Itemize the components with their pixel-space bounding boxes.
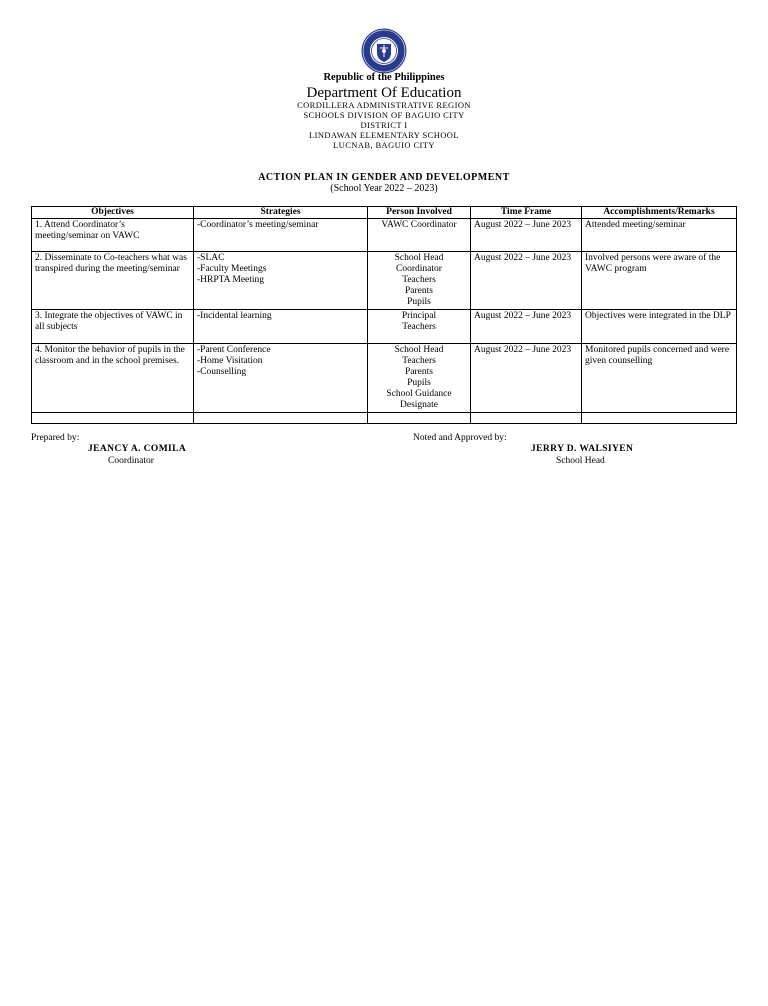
objective-cell: 3. Integrate the objectives of VAWC in all subjects	[32, 310, 194, 344]
person-item: Teachers	[402, 322, 436, 332]
person-item: School Guidance	[386, 389, 452, 399]
division-line: SCHOOLS DIVISION OF BAGUIO CITY	[303, 110, 465, 120]
strategy-item: -Faculty Meetings	[197, 264, 267, 274]
strategies-cell	[194, 252, 368, 310]
remarks-cell: Attended meeting/seminar	[582, 219, 737, 252]
district-line: DISTRICT I	[360, 120, 408, 130]
persons-cell	[368, 310, 471, 344]
time-frame-cell: August 2022 – June 2023	[471, 219, 582, 252]
noted-by-name: JERRY D. WALSIYEN	[531, 444, 634, 454]
table-row	[32, 219, 737, 252]
remarks-cell: Involved persons were aware of the VAWC program	[582, 252, 737, 310]
column-header: Person Involved	[368, 207, 471, 219]
strategy-item: -Home Visitation	[197, 356, 263, 366]
remarks-cell: Monitored pupils concerned and were given counselling	[582, 344, 737, 413]
document-title: ACTION PLAN IN GENDER AND DEVELOPMENT	[258, 172, 510, 183]
column-header: Objectives	[32, 207, 194, 219]
person-item: Teachers	[402, 356, 436, 366]
noted-by-label: Noted and Approved by:	[413, 433, 507, 443]
table-header-row	[32, 207, 737, 219]
person-item: Parents	[405, 286, 433, 296]
empty-table-row	[32, 413, 737, 424]
school-line: LINDAWAN ELEMENTARY SCHOOL	[309, 130, 459, 140]
table-row	[32, 310, 737, 344]
persons-cell	[368, 344, 471, 413]
region-line: CORDILLERA ADMINISTRATIVE REGION	[297, 100, 471, 110]
republic-heading: Republic of the Philippines	[323, 72, 445, 83]
address-line: LUCNAB, BAGUIO CITY	[333, 140, 435, 150]
strategy-item: -Incidental learning	[197, 311, 272, 321]
deped-seal-logo	[361, 28, 407, 74]
column-header: Accomplishments/Remarks	[582, 207, 737, 219]
column-header: Strategies	[194, 207, 368, 219]
strategies-cell	[194, 310, 368, 344]
strategy-item: -Counselling	[197, 367, 247, 377]
prepared-by-label: Prepared by:	[31, 433, 80, 443]
department-heading: Department Of Education	[306, 85, 462, 101]
column-header: Time Frame	[471, 207, 582, 219]
prepared-by-name: JEANCY A. COMILA	[88, 444, 187, 454]
person-item: Pupils	[407, 378, 431, 388]
objective-cell: 4. Monitor the behavior of pupils in the classroom and in the school premises.	[32, 344, 194, 413]
time-frame-cell: August 2022 – June 2023	[471, 252, 582, 310]
strategies-cell	[194, 344, 368, 413]
persons-cell	[368, 252, 471, 310]
person-item: Teachers	[402, 275, 436, 285]
person-item: VAWC Coordinator	[381, 220, 457, 230]
strategy-item: -HRPTA Meeting	[197, 275, 265, 285]
strategy-item: -Parent Conference	[197, 345, 271, 355]
time-frame-cell: August 2022 – June 2023	[471, 310, 582, 344]
remarks-cell: Objectives were integrated in the DLP	[582, 310, 737, 344]
table-row	[32, 252, 737, 310]
person-item: Coordinator	[396, 264, 442, 274]
objective-cell: 2. Disseminate to Co-teachers what was transpired during the meeting/seminar	[32, 252, 194, 310]
strategy-item: -Coordinator’s meeting/seminar	[197, 220, 319, 230]
strategy-item: -SLAC	[197, 253, 225, 263]
strategies-cell	[194, 219, 368, 252]
time-frame-cell: August 2022 – June 2023	[471, 344, 582, 413]
persons-cell	[368, 219, 471, 252]
school-year: (School Year 2022 – 2023)	[330, 183, 438, 194]
table-row	[32, 344, 737, 413]
person-item: Designate	[400, 400, 438, 410]
prepared-by-role: Coordinator	[108, 456, 154, 466]
noted-by-role: School Head	[556, 456, 605, 466]
person-item: School Head	[394, 253, 444, 263]
person-item: Principal	[401, 311, 437, 321]
action-plan-table	[31, 206, 737, 424]
person-item: School Head	[394, 345, 444, 355]
person-item: Pupils	[407, 297, 431, 307]
person-item: Parents	[405, 367, 433, 377]
objective-cell: 1. Attend Coordinator’s meeting/seminar on VAWC	[32, 219, 194, 252]
